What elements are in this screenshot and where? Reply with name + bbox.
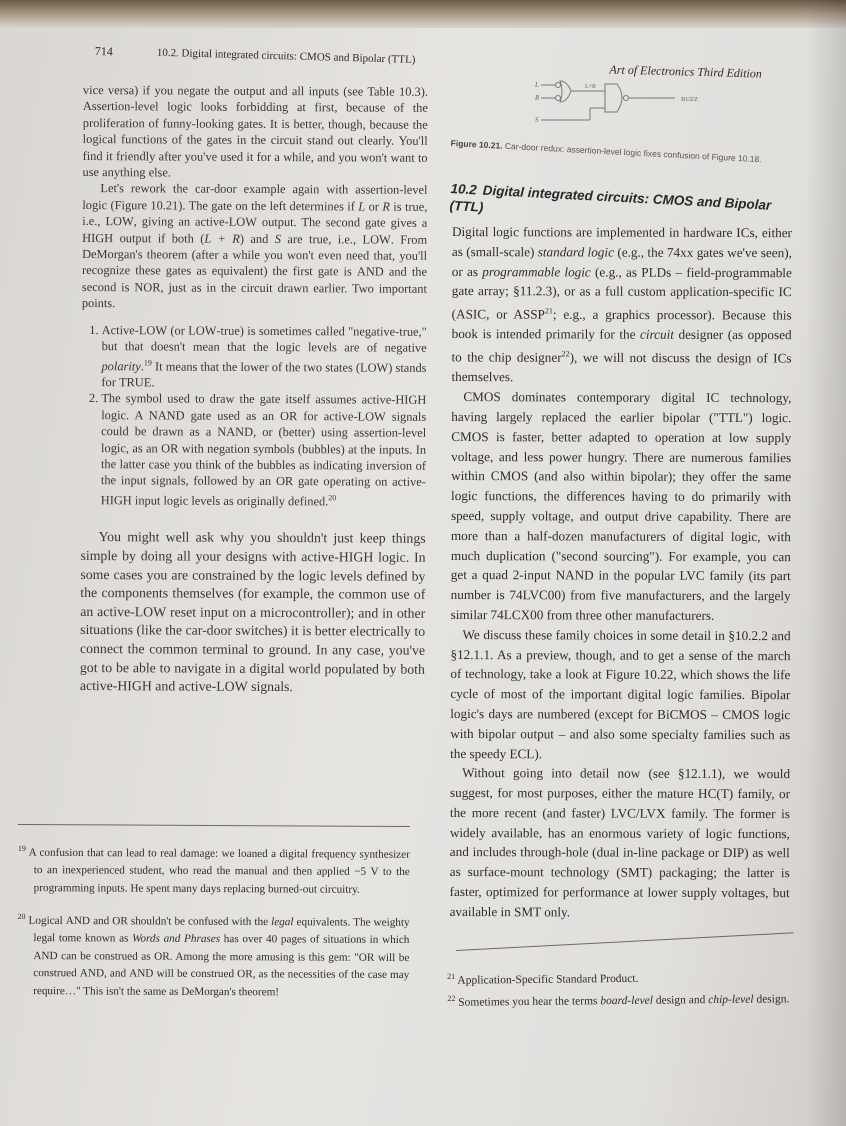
footnote-divider-right [456,932,794,951]
list-item: 1. Active-LOW (or LOW-true) is sometimes called "negative-true," but that doesn't mean that the logic levels are of negative polarity.$^{19}$ It means that the lower of the two states (LOW) stands for TRUE. [101,322,426,392]
input-label-S: S [535,116,539,124]
footnote-22: $^{22}$ Sometimes you hear the terms board-level design and chip-level design. [447,993,790,1010]
figure-assertion-logic-diagram [535,78,735,130]
important-points-list [81,322,427,511]
left-column [80,82,428,698]
bubble-out [624,96,629,101]
bubble-L [556,83,561,88]
section-title: Digital integrated circuits: CMOS and Bipolar (TTL) [449,182,772,215]
right-column [450,222,792,923]
footnote-ref-19: 19 [143,357,152,367]
page-top-shadow [0,0,846,28]
footnote-19: $^{19}$ A confusion that can lead to real damage: we loaned a digital frequency synthesizer to an inexperienced student, who read the manual and then applied −5 V to the programming inputs. He spent many days replacing burned-out circuitry. [17,844,410,896]
footnote-20: $^{20}$ Logical AND and OR shouldn't be confused with the legal equivalents. The weighty legal tome known as Words and Phrases has over 40 pages of situations in which AND can be construed as OR. Among the more amusing is this gem: "OR will be construed AND, and AND will be construed OR, as the necessities of the case may require…" This isn't the same as DeMorgan's theorem! [17,912,410,999]
paragraph-car-door: Let's rework the car-door example again with assertion-level logic (Figure 10.21). The gate on the left determines if L or R is true, i.e., LOW, giving an active-LOW output. The second gate gives a HIGH output if both (L + R) and S are true, i.e., LOW. From DeMorgan's theorem (after a while you won't even need that, you'll recognize these gates as equivalent) the first gate is AND and the second is NOR, just as in the circuit drawn earlier. Two important points. [81,181,428,311]
list-item: 2. The symbol used to draw the gate itself assumes active-HIGH logic. A NAND gate used as an OR for active-LOW signals could be drawn as a NAND, or (better) using assertion-level logic, as an OR with negation symbols (bubbles) at the inputs. In the latter case you think of the bubbles as indicating inversion of the input signals, followed by an OR gate operating on active-HIGH input logic levels as originally defined.$^{20}$ [101,391,427,511]
bubble-R [556,96,561,101]
output-label-buzz: BUZZ [681,96,698,103]
paragraph-family-choices: We discuss these family choices in some detail in §10.2.2 and §12.1.1. As a preview, though, and to get a sense of the march of technology, take a look at Figure 10.22, which shows the life cycle of most of the important digital logic families. Bipolar logic's days are numbered (except for BiCMOS – CMOS logic with bipolar output – and also some specialty families such as the speedy ECL). [450,626,791,761]
paragraph-cmos-dominates: CMOS dominates contemporary digital IC technology, having largely replaced the earlier bipolar ("TTL") logic. CMOS is faster, better adapted to operation at low supply voltage, and less power hungry. There are numerous families within CMOS (and also within bipolar); they offer the same logic functions, the differences having to do primarily with speed, supply voltage, and output drive capability. There are more than a half-dozen manufacturers of digital logic, with much duplication ("second sourcing"). For example, you can get a quad 2-input NAND in the popular LVC family (its part number is 74LVC00) from five manufacturers, and the largely similar 74LCX00 from three other manufacturers. [450,389,792,623]
and-gate-body [605,84,622,112]
paragraph-active-high-question: You might well ask why you shouldn't just keep things simple by doing all your designs with active-HIGH logic. In some cases you are constrained by the logic levels defined by the components themselves (for example, the common use of an active-LOW reset input on a microcontroller); and in other situations (like the car-door switches) it is better electrically to connect the common terminal to ground. In any case, you've got to be able to navigate in a digital world populated by both active-HIGH and active-LOW signals. [79,529,426,695]
figure-caption: Figure 10.21. Car-door redux: assertion-level logic fixes confusion of Figure 10.18. [450,137,762,165]
signal-label-LR: L+R [585,84,597,90]
or-gate-body [560,81,571,102]
paragraph-logic-implementation: Digital logic functions are implemented in hardware ICs, either as (small-scale) standard logic (e.g., the 74xx gates we've seen), or as programmable logic (e.g., as PLDs – field-programmable gate array; §11.2.3), or as a full custom application-specific IC (ASIC, or ASSP$^{21}$; e.g., a graphics processor). Because this book is intended primarily for the circuit designer (as opposed to the chip designer$^{22}$), we will not discuss the design of ICs themselves. [451,223,792,385]
footnotes-left [17,829,410,1002]
footnote-divider [18,824,410,827]
footnotes-right [447,964,797,1012]
paragraph-assertion-intro: vice versa) if you negate the output and all inputs (see Table 10.3). Assertion-level logic looks forbidding at first, because of the proliferation of funny-looking gates. It is better, though, because the logical functions of the gates in the circuit stand out clearly. You'll find it friendly after you've used it for a while, and you won't want to use anything else. [82,82,428,180]
section-number: 10.2 [450,180,478,198]
page-gutter-shadow [806,0,846,1126]
input-label-R: R [535,94,540,102]
running-title: 10.2. Digital integrated circuits: CMOS and Bipolar (TTL) [156,46,416,66]
book-title: Art of Electronics Third Edition [609,62,763,81]
page-number: 714 [94,44,113,59]
input-label-L: L [535,81,539,89]
footnote-ref-20: 20 [328,493,337,503]
footnote-21: $^{21}$ Application-Specific Standard Product. [447,971,639,987]
paragraph-recommendation: Without going into detail now (see §12.1.1), we would suggest, for most purposes, either the mature HC(T) family, or the more recent (and faster) LVC/LVX family. The former is widely available, has an enormous variety of logic functions, and includes through-hole (dual in-line package or DIP) as well as surface-mount technology (SMT) packaging; the latter is faster, optimized for performance at lower supply voltages, but available in SMT only. [449,765,791,920]
